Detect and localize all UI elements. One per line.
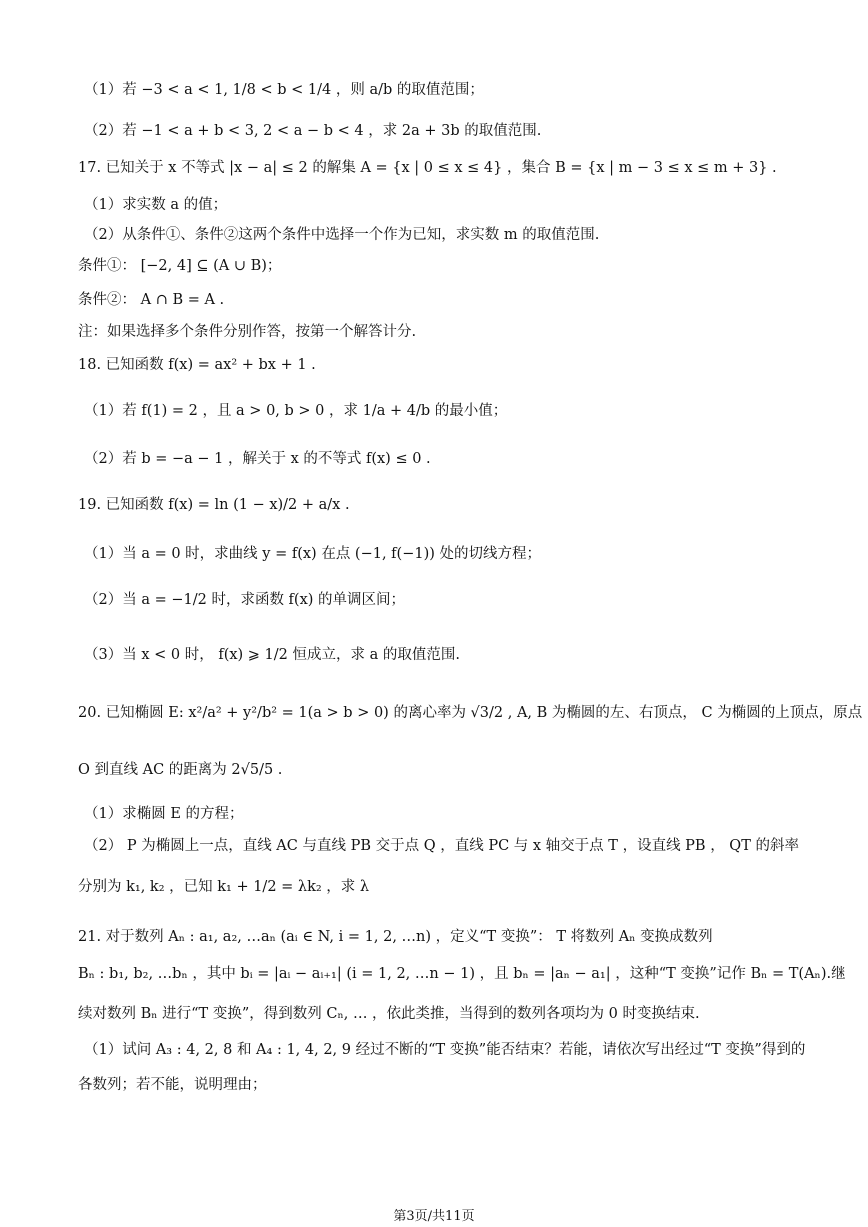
text-line: O 到直线 AC 的距离为 2√5/5 .	[78, 762, 283, 778]
text-line: （1）当 a = 0 时，求曲线 y = f(x) 在点 (−1, f(−1)) 处的切线方程；	[84, 546, 541, 562]
text-line: Bₙ : b₁, b₂, …bₙ ，其中 bᵢ = |aᵢ − aᵢ₊₁| (i = 1, 2, …n − 1) ，且 bₙ = |aₙ − a₁| ，这种“T 变换”记作 Bₙ = T(Aₙ).继	[78, 966, 846, 982]
text-line: （1）试问 A₃ : 4, 2, 8 和 A₄ : 1, 4, 2, 9 经过不断的“T 变换”能否结束？若能，请依次写出经过“T 变换”得到的	[84, 1042, 806, 1058]
text-line: 条件①： [−2, 4] ⊆ (A ∪ B)；	[78, 258, 282, 274]
text-line: （2）若 −1 < a + b < 3, 2 < a − b < 4 ，求 2a + 3b 的取值范围.	[84, 123, 542, 139]
question-19: 19. 已知函数 f(x) = ln (1 − x)/2 + a/x .	[78, 497, 350, 513]
text-line: （1）若 −3 < a < 1, 1/8 < b < 1/4 ，则 a/b 的取值范围；	[84, 82, 484, 98]
note-line: 注：如果选择多个条件分别作答，按第一个解答计分.	[78, 324, 417, 340]
question-17: 17. 已知关于 x 不等式 |x − a| ≤ 2 的解集 A = {x | 0 ≤ x ≤ 4} ，集合 B = {x | m − 3 ≤ x ≤ m + 3} .	[78, 160, 777, 176]
question-20: 20. 已知椭圆 E: x²/a² + y²/b² = 1(a > b > 0) 的离心率为 √3/2 , A, B 为椭圆的左、右顶点， C 为椭圆的上顶点，原点	[78, 705, 863, 721]
text-line: （1）若 f(1) = 2 ，且 a > 0, b > 0 ，求 1/a + 4/b 的最小值；	[84, 403, 508, 419]
text-line: 各数列；若不能，说明理由；	[78, 1077, 267, 1093]
page-footer: 第3页/共11页	[393, 1209, 475, 1224]
text-line: （2） P 为椭圆上一点，直线 AC 与直线 PB 交于点 Q ，直线 PC 与 x 轴交于点 T ，设直线 PB ， QT 的斜率	[84, 838, 799, 854]
text-line: 分别为 k₁, k₂ ，已知 k₁ + 1/2 = λk₂ ，求 λ	[78, 879, 370, 895]
text-line: 条件②： A ∩ B = A .	[78, 292, 225, 308]
question-21: 21. 对于数列 Aₙ : a₁, a₂, …aₙ (aᵢ ∈ N, i = 1, 2, …n) ，定义“T 变换”： T 将数列 Aₙ 变换成数列	[78, 929, 713, 945]
text-line: （1）求椭圆 E 的方程；	[84, 806, 244, 822]
text-line: （2）若 b = −a − 1 ，解关于 x 的不等式 f(x) ≤ 0 .	[84, 451, 431, 467]
question-18: 18. 已知函数 f(x) = ax² + bx + 1 .	[78, 357, 316, 373]
text-line: 续对数列 Bₙ 进行“T 变换”，得到数列 Cₙ, … ，依此类推，当得到的数列各项均为 0 时变换结束.	[78, 1006, 700, 1022]
text-line: （2）当 a = −1/2 时，求函数 f(x) 的单调区间；	[84, 592, 406, 608]
text-line: （1）求实数 a 的值；	[84, 197, 228, 213]
text-line: （2）从条件①、条件②这两个条件中选择一个作为已知，求实数 m 的取值范围.	[84, 227, 600, 243]
text-line: （3）当 x < 0 时， f(x) ⩾ 1/2 恒成立，求 a 的取值范围.	[84, 647, 460, 663]
